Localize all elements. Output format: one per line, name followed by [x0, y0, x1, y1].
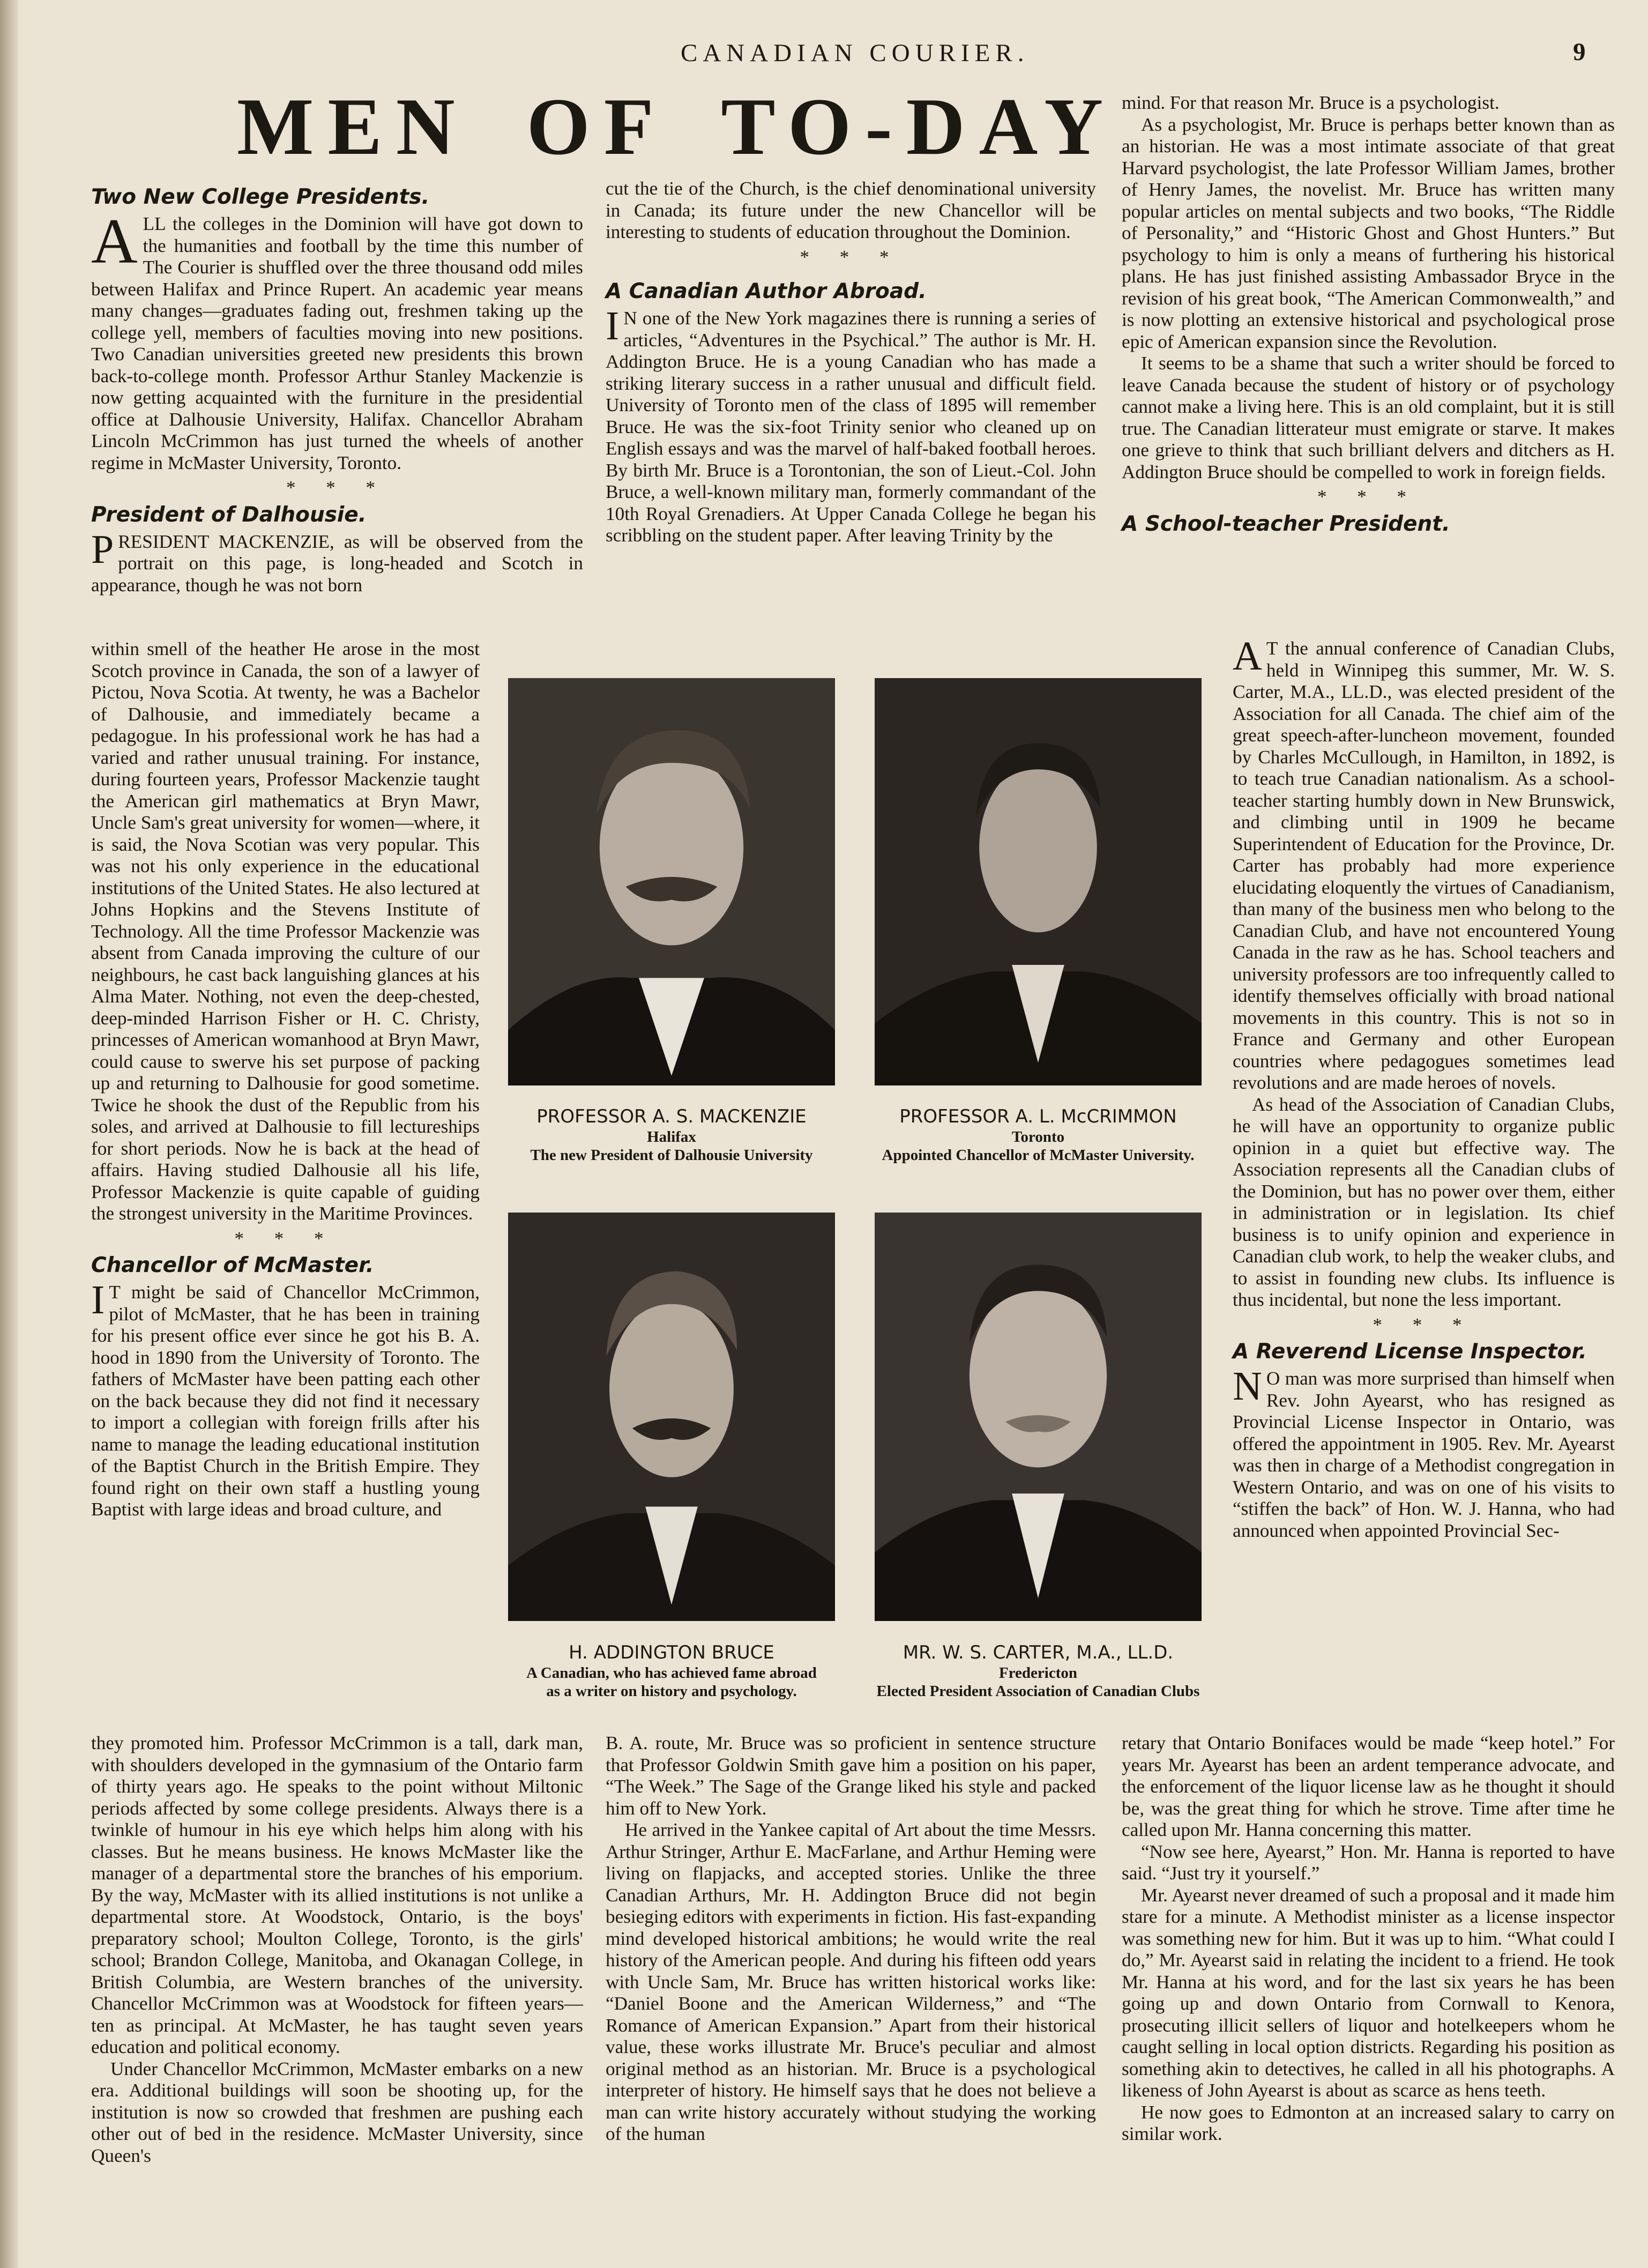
- paragraph: they promoted him. Professor McCrimmon is a tall, dark man, with shoulders developed in the gymnasium of the Ontario farm of thirty years ago. He speaks to the point without Miltonic periods affected by some college presidents. Always there is a twinkle of humour in his eye which helps him along with his classes. But he means business. He knows McMaster like the manager of a departmental store the branches of his emporium. By the way, McMaster with its allied institutions is not unlike a departmental store. At Woodstock, Ontario, is the boys' preparatory school; Moulton College, Toronto, is the girls' school; Brandon College, Manitoba, and Okanagan College, in British Columbia, are Western branches of the university. Chancellor McCrimmon was at Woodstock for fifteen years—ten as principal. At McMaster, he has taught seven years education and political economy.: [91, 1732, 583, 2057]
- paragraph: retary that Ontario Bonifaces would be made “keep hotel.” For years Mr. Ayearst has been an ardent temperance advocate, and the enforcement of the liquor license law as he thought it should be, was the great thing for which he strove. Time after time he called upon Mr. Hanna concerning this matter.: [1122, 1732, 1615, 1840]
- drop-cap: P: [91, 526, 114, 572]
- caption-description: The new President of Dalhousie University: [530, 1147, 813, 1164]
- paragraph: It seems to be a shame that such a writer should be forced to leave Canada because the student of history or of psychology cannot make a living here. This is an old complaint, but it is still true. The Canadian litterateur must emigrate or starve. It makes one grieve to think that such brilliant delvers and ditchers as H. Addington Bruce should be compelled to work in foreign fields.: [1122, 353, 1615, 482]
- paragraph: T the annual conference of Canadian Clubs, held in Winnipeg this summer, Mr. W. S. Carter, M.A., LL.D., was elected president of the Association for all Canada. The chief aim of the great speech-after-luncheon movement, founded by Charles McCullough, in Hamilton, in 1892, is to teach true Canadian nationalism. As a school-teacher starting humbly down in New Brunswick, and climbing until in 1909 he became Superintendent of Education for the Province, Dr. Carter has probably had more experience elucidating eloquently the virtues of Canadianism, than many of the business men who belong to the Canadian Club, and have not encountered Young Canada in the raw as he has. School teachers and university professors are too infrequently called to identify themselves officially with broad national movements in this country. This is not so in France and Germany and other European countries where pedagogues sometimes lead revolutions and are made heroes of novels.: [1233, 638, 1615, 1093]
- paragraph: O man was more surprised than himself when Rev. John Ayearst, who has resigned as Provincial License Inspector in Ontario, was offered the appointment in 1905. Rev. Mr. Ayearst was then in charge of a Methodist congregation in Western Ontario, and was on one of his visits to “stiffen the back” of Hon. W. J. Hanna, who had announced when appointed Provincial Sec-: [1233, 1368, 1615, 1541]
- column-2-top: [606, 178, 1096, 547]
- paragraph: LL the colleges in the Dominion will have got down to the humanities and football by the time this number of The Courier is shuffled over the three thousand odd miles between Halifax and Prince Rupert. An academic year means many changes—graduates fading out, freshmen taking up the college yell, members of faculties moving into new positions. Two Canadian universities greeted new presidents this brown back-to-college month. Professor Arthur Stanley Mackenzie is now getting acquainted with the furniture in the presidential office at Dalhousie University, Halifax. Chancellor Abraham Lincoln McCrimmon has just turned the wheels of another regime in McMaster University, Toronto.: [91, 213, 583, 473]
- section-separator: * * *: [1373, 1314, 1475, 1335]
- drop-cap: A: [1233, 634, 1262, 679]
- caption-description: Appointed Chancellor of McMaster University.: [882, 1147, 1195, 1164]
- portrait-photo-mccrimmon: [875, 678, 1202, 1085]
- column-3-bottom: [1122, 1732, 1615, 2145]
- portrait-caption: [856, 1641, 1220, 1700]
- page-number: 9: [1573, 38, 1586, 66]
- portrait-caption: [500, 1105, 843, 1164]
- section-heading: President of Dalhousie.: [91, 502, 367, 527]
- running-head: CANADIAN COURIER.: [681, 39, 1030, 67]
- column-2-bottom: [606, 1732, 1096, 2145]
- section-heading: Two New College Presidents.: [91, 185, 430, 209]
- caption-name: H. ADDINGTON BRUCE: [569, 1642, 774, 1663]
- paragraph: Mr. Ayearst never dreamed of such a proposal and it made him stare for a minute. A Methodist minister as a license inspector was something new for him. But it was up to him. “What could I do,” Mr. Ayearst said in relating the incident to a friend. He took Mr. Hanna at his word, and for the last six years he has been going up and down Ontario from Cornwall to Kenora, prosecuting illicit sellers of liquor and hotelkeepers whom he caught selling in local option districts. Regarding his position as something akin to detectives, he called in all his photographs. A likeness of John Ayearst is about as scarce as hens teeth.: [1122, 1884, 1615, 2101]
- portrait-photo-carter: [875, 1213, 1202, 1621]
- paragraph: within smell of the heather He arose in the most Scotch province in Canada, the son of a lawyer of Pictou, Nova Scotia. At twenty, he was a Bachelor of Dalhousie, and immediately became a pedagogue. In his professional work he has had a varied and rather unusual training. For instance, during fourteen years, Professor Mackenzie taught the American girl mathematics at Bryn Mawr, Uncle Sam's great university for women—where, it is said, the Nova Scotian was very popular. This was not his only experience in the educational institutions of the United States. He also lectured at Johns Hopkins and the Stevens Institute of Technology. All the time Professor Mackenzie was absent from Canada improving the culture of our neighbours, he cast back languishing glances at his Alma Mater. Nothing, not even the deep-chested, deep-minded Harrison Fisher or H. C. Christy, princesses of American womanhood at Bryn Mawr, could cause to swerve his set purpose of packing up and returning to Dalhousie for good sometime. Twice he shook the dust of the Republic from his soles, and arrived at Dalhousie to fill lectureships for short periods. Now he is back at the head of affairs. Having studied Dalhousie all his life, Professor Mackenzie is quite capable of guiding the strongest university in the Maritime Provinces.: [91, 638, 480, 1224]
- caption-name: PROFESSOR A. S. MACKENZIE: [536, 1106, 807, 1127]
- portrait-photo-mackenzie: [508, 678, 835, 1085]
- caption-place: A Canadian, who has achieved fame abroad: [526, 1664, 817, 1682]
- section-heading: A Canadian Author Abroad.: [606, 279, 927, 303]
- column-1-middle: [91, 638, 480, 1521]
- paragraph: RESIDENT MACKENZIE, as will be observed from the portrait on this page, is long-headed and Scotch in appearance, though he was not born: [91, 531, 583, 596]
- page-title: MEN OF TO-DAY: [237, 81, 1117, 172]
- section-separator: * * *: [800, 246, 902, 267]
- caption-description: as a writer on history and psychology.: [546, 1683, 797, 1700]
- paragraph: He arrived in the Yankee capital of Art about the time Messrs. Arthur Stringer, Arthur E. MacFarlane, and Arthur Heming were living on flapjacks, and accepted stories. Unlike the three Canadian Arthurs, Mr. H. Addington Bruce did not begin besieging editors with experiments in fiction. His fast-expanding mind developed historical ambitions; he would write the real history of the American people. And during his fifteen odd years with Uncle Sam, Mr. Bruce has written historical works like: “Daniel Boone and the American Wilderness,” and “The Romance of American Expansion.” Apart from their historical value, these works illustrate Mr. Bruce's peculiar and almost original method as an historian. Mr. Bruce is a psychological interpreter of history. He himself says that he does not believe a man can write history accurately without studying the working of the human: [606, 1819, 1096, 2144]
- drop-cap: I: [606, 303, 620, 348]
- caption-place: Toronto: [1011, 1128, 1065, 1146]
- section-heading: A School-teacher President.: [1122, 511, 1450, 536]
- section-separator: * * *: [234, 1228, 337, 1249]
- column-1-top: [91, 178, 583, 596]
- portrait-photo-bruce: [508, 1213, 835, 1621]
- caption-name: PROFESSOR A. L. McCRIMMON: [899, 1106, 1177, 1127]
- paragraph: N one of the New York magazines there is running a series of articles, “Adventures in the Psychical.” The author is Mr. H. Addington Bruce. He is a young Canadian who has made a striking literary success in a rather unusual and difficult field. University of Toronto men of the class of 1895 will remember Bruce. He was the six-foot Trinity senior who cleaned up on English essays and was the marvel of half-baked football heroes. By birth Mr. Bruce is a Torontonian, the son of Lieut.-Col. John Bruce, a well-known military man, formerly commandant of the 10th Royal Grenadiers. At Upper Canada College he began his scribbling on the student paper. After leaving Trinity by the: [606, 308, 1096, 546]
- page-binding-edge: [0, 0, 18, 2268]
- column-1-bottom: [91, 1732, 583, 2167]
- paragraph: As a psychologist, Mr. Bruce is perhaps better known than as an historian. He was a most intimate associate of that great Harvard psychologist, the late Professor William James, brother of Henry James, the novelist. Mr. Bruce has written many popular articles on mental subjects and two books, “The Riddle of Personality,” and “Historic Ghost and Ghost Hunters.” But psychology to him is only a means of furthering his historical plans. He has just finished assisting Ambassador Bryce in the revision of his great book, “The American Commonwealth,” and is now plotting an extensive historical and psychological prose epic of American expansion since the Revolution.: [1122, 114, 1615, 352]
- paragraph: B. A. route, Mr. Bruce was so proficient in sentence structure that Professor Goldwin Smith gave him a position on his paper, “The Week.” The Sage of the Grange liked his style and packed him off to New York.: [606, 1732, 1096, 1819]
- drop-cap: I: [91, 1277, 105, 1322]
- paragraph: As head of the Association of Canadian Clubs, he will have an opportunity to organize public opinion in a quiet but effective way. The Association represents all the Canadian clubs of the Dominion, but has no power over them, either in administration or in legislation. Its chief business is to unify opinion and experience in Canadian club work, to help the weaker clubs, and to assist in founding new clubs. Its influence is thus incidental, but none the less important.: [1233, 1094, 1615, 1310]
- paragraph: “Now see here, Ayearst,” Hon. Mr. Hanna is reported to have said. “Just try it yourself.”: [1122, 1841, 1615, 1884]
- section-separator: * * *: [286, 477, 388, 498]
- paragraph: Under Chancellor McCrimmon, McMaster embarks on a new era. Additional buildings will soon be shooting up, for the institution is now so crowded that freshmen are pushing each other out of bed in the residence. McMaster University, since Queen's: [91, 2058, 583, 2166]
- paragraph: T might be said of Chancellor McCrimmon, pilot of McMaster, that he has been in training for his present office ever since he got his B. A. hood in 1890 from the University of Toronto. The fathers of McMaster have been patting each other on the back because they did not find it necessary to import a collegian with foreign frills after his name to manage the leading educational institution of the Baptist Church in the British Empire. They found right on their own staff a hustling young Baptist with large ideas and broad culture, and: [91, 1282, 480, 1520]
- drop-cap: N: [1233, 1364, 1262, 1409]
- paragraph: He now goes to Edmonton at an increased salary to carry on similar work.: [1122, 2101, 1615, 2144]
- caption-description: Elected President Association of Canadian Clubs: [876, 1683, 1200, 1700]
- paragraph: cut the tie of the Church, is the chief denominational university in Canada; its future under the new Chancellor will be interesting to students of education throughout the Dominion.: [606, 178, 1096, 242]
- section-separator: * * *: [1317, 486, 1419, 507]
- drop-cap: A: [91, 205, 138, 277]
- paragraph: mind. For that reason Mr. Bruce is a psychologist.: [1122, 92, 1500, 113]
- caption-name: MR. W. S. CARTER, M.A., LL.D.: [903, 1642, 1174, 1663]
- caption-place: Halifax: [647, 1128, 696, 1146]
- caption-place: Fredericton: [998, 1664, 1078, 1682]
- portrait-caption: [856, 1105, 1220, 1164]
- section-heading: A Reverend License Inspector.: [1233, 1340, 1587, 1364]
- section-heading: Chancellor of McMaster.: [91, 1253, 374, 1277]
- column-3-top: [1122, 92, 1615, 540]
- column-3-middle: [1233, 634, 1615, 1542]
- portrait-caption: [500, 1641, 843, 1700]
